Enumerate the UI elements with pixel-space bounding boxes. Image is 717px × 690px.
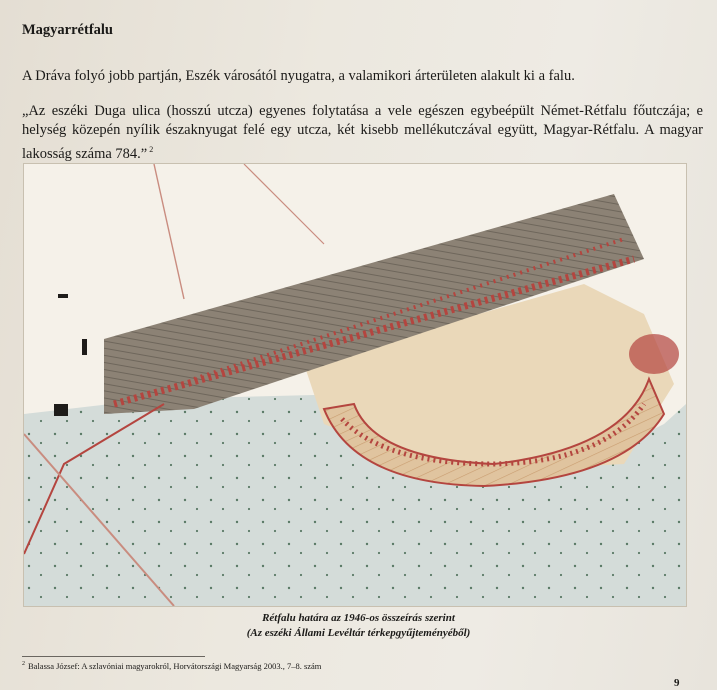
intro-paragraph: A Dráva folyó jobb partján, Eszék városától nyugatra, a valamikori árterületen alakult ki a falu.: [22, 68, 575, 84]
footnote: [22, 661, 321, 671]
footnote-divider: [22, 656, 205, 657]
map-illustration: [24, 164, 686, 606]
historical-map: [24, 164, 686, 606]
map-source-caption: (Az eszéki Állami Levéltár térkepgyűjteményéből): [246, 627, 471, 639]
quote-text: „Az eszéki Duga ulica (hosszú utcza) egyenes folytatása a vele egészen egybeépült Német-Rétfalu főutczája; e helység közepén nyílik északnyugat felé egy utcza, két kisebb mellékutczával együtt, Magyar-Rétfalu. A magyar lakosság száma 784.”: [22, 103, 703, 162]
section-heading: Magyarrétfalu: [22, 22, 113, 38]
footnote-number: 2: [22, 661, 25, 668]
quote-paragraph: [22, 102, 703, 164]
footnote-text: Balassa József: A szlavóniai magyarokról, Horvátországi Magyarság 2003., 7–8. szám: [28, 661, 322, 671]
page-number: 9: [674, 677, 680, 689]
map-caption: Rétfalu határa az 1946-os összeírás szerint: [262, 612, 455, 624]
footnote-reference: 2: [149, 145, 154, 154]
